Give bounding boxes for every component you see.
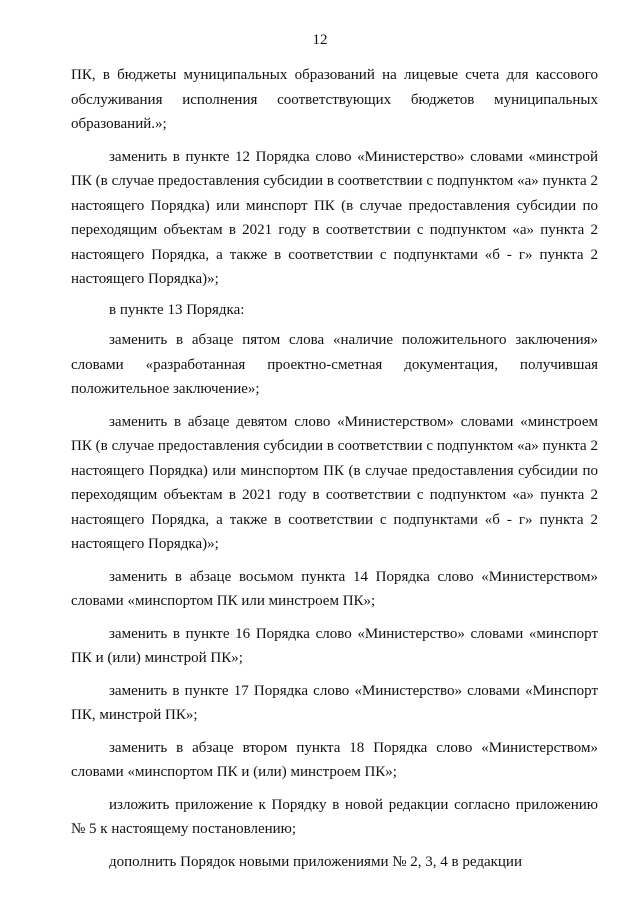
paragraph-amend-point-14: заменить в абзаце восьмом пункта 14 Порядка слово «Министерством» словами «минспортом ПК или минстроем ПК»; (71, 568, 598, 609)
paragraph-amend-point-16: заменить в пункте 16 Порядка слово «Министерство» словами «минспорт ПК и (или) минстрой ПК»; (71, 625, 598, 666)
paragraph-add-appendices: дополнить Порядок новыми приложениями № 2, 3, 4 в редакции (109, 853, 522, 870)
paragraph-amend-point-17: заменить в пункте 17 Порядка слово «Министерство» словами «Минспорт ПК, минстрой ПК»; (71, 682, 598, 723)
paragraph-continuation: ПК, в бюджеты муниципальных образований на лицевые счета для кассового обслуживания исполнения соответствующих бюджетов муниципальных образований.»; (71, 67, 598, 132)
page-number: 12 (312, 32, 328, 48)
paragraph-point-13-header: в пункте 13 Порядка: (109, 301, 245, 318)
document-body (71, 63, 598, 874)
paragraph-amend-point-13-para-5: заменить в абзаце пятом слова «наличие положительного заключения» словами «разработанная проектно-сметная документация, получившая положительное заключение»; (71, 332, 598, 397)
paragraph-amend-point-18: заменить в абзаце втором пункта 18 Порядка слово «Министерством» словами «минспортом ПК и (или) минстроем ПК»; (71, 739, 598, 780)
paragraph-appendix-5: изложить приложение к Порядку в новой редакции согласно приложению № 5 к настоящему постановлению; (71, 796, 598, 837)
paragraph-amend-point-12: заменить в пункте 12 Порядка слово «Министерство» словами «минстрой ПК (в случае предоставления субсидии в соответствии с подпунктом «а» пункта 2 настоящего Порядка) или минспорт ПК (в случае предоставления субсидии по переходящим объектам в 2021 году в соответствии с подпунктом «а» пункта 2 настоящего Порядка, а также в соответствии с подпунктами «б - г» пункта 2 настоящего Порядка)»; (71, 148, 598, 287)
paragraph-amend-point-13-para-9: заменить в абзаце девятом слово «Министерством» словами «минстроем ПК (в случае предоставления субсидии в соответствии с подпунктом «а» пункта 2 настоящего Порядка) или минспортом ПК (в случае предоставления субсидии по переходящим объектам в 2021 году в соответствии с подпунктом «а» пункта 2 настоящего Порядка, а также в соответствии с подпунктами «б - г» пункта 2 настоящего Порядка)»; (71, 413, 598, 552)
